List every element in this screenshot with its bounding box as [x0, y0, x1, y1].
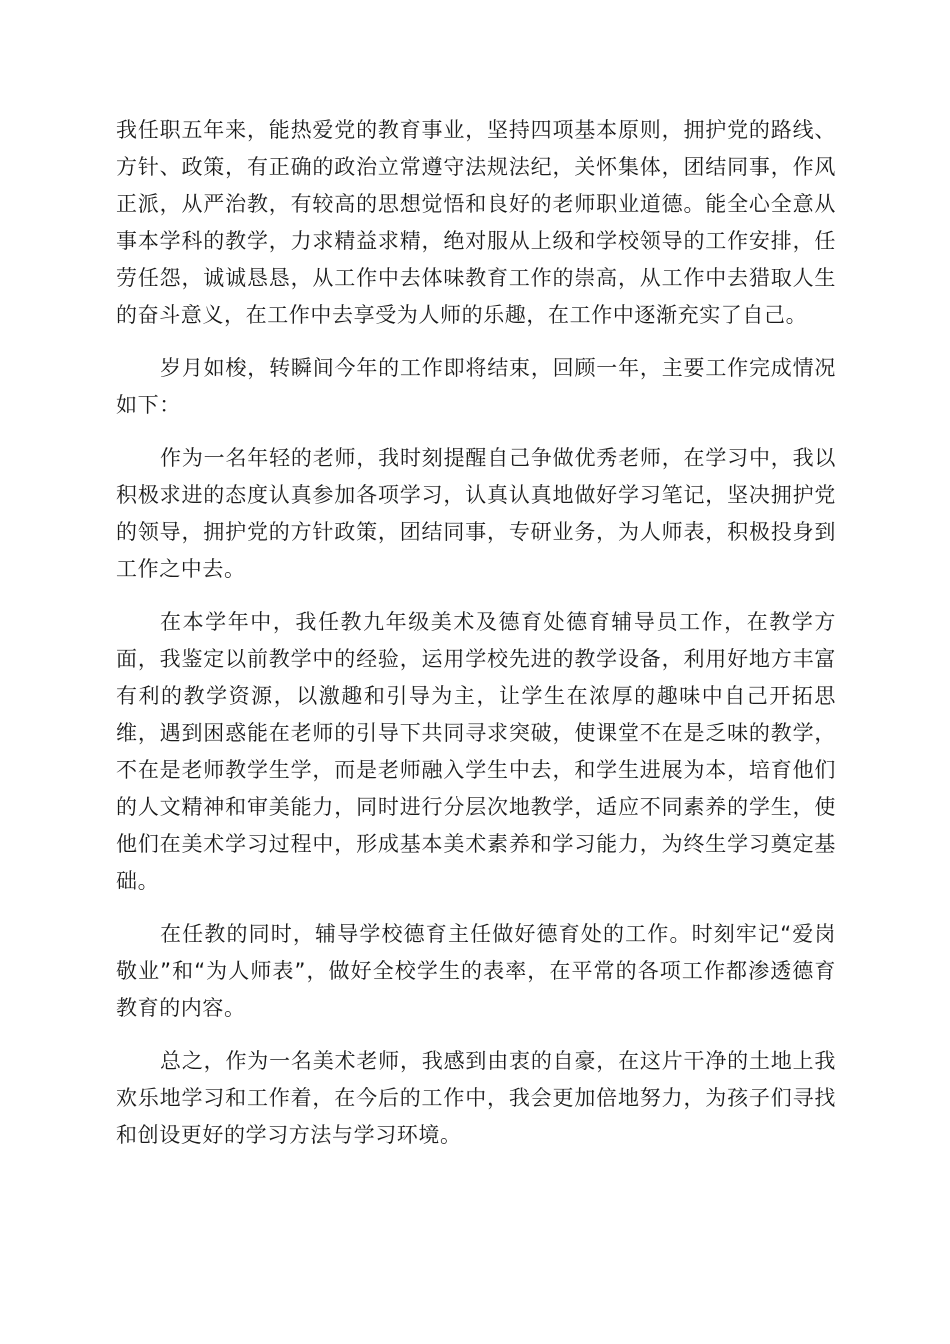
- document-body: [116, 112, 836, 1170]
- paragraph-1: 我任职五年来，能热爱党的教育事业，坚持四项基本原则，拥护党的路线、方针、政策，有正确的政治立常遵守法规法纪，关怀集体，团结同事，作风正派，从严治教，有较高的思想觉悟和良好的老师职业道德。能全心全意从事本学科的教学，力求精益求精，绝对服从上级和学校领导的工作安排，任劳任怨，诚诚恳恳，从工作中去体味教育工作的崇高，从工作中去猎取人生的奋斗意义，在工作中去享受为人师的乐趣，在工作中逐渐充实了自己。: [116, 118, 836, 327]
- paragraph-6: 总之，作为一名美术老师，我感到由衷的自豪，在这片干净的土地上我欢乐地学习和工作着，在今后的工作中，我会更加倍地努力，为孩子们寻找和创设更好的学习方法与学习环境。: [116, 1049, 836, 1147]
- paragraph-2: 岁月如梭，转瞬间今年的工作即将结束，回顾一年，主要工作完成情况如下：: [116, 356, 836, 417]
- paragraph-5: 在任教的同时，辅导学校德育主任做好德育处的工作。时刻牢记“爱岗敬业”和“为人师表”，做好全校学生的表率，在平常的各项工作都渗透德育教育的内容。: [116, 922, 836, 1020]
- paragraph-3: 作为一名年轻的老师，我时刻提醒自己争做优秀老师，在学习中，我以积极求进的态度认真参加各项学习，认真认真地做好学习笔记，坚决拥护党的领导，拥护党的方针政策，团结同事，专研业务，为人师表，积极投身到工作之中去。: [116, 446, 836, 581]
- paragraph-4: 在本学年中，我任教九年级美术及德育处德育辅导员工作，在教学方面，我鉴定以前教学中的经验，运用学校先进的教学设备，利用好地方丰富有利的教学资源，以激趣和引导为主，让学生在浓厚的趣味中自己开拓思维，遇到困惑能在老师的引导下共同寻求突破，使课堂不在是乏味的教学，不在是老师教学生学，而是老师融入学生中去，和学生进展为本，培育他们的人文精神和审美能力，同时进行分层次地教学，适应不同素养的学生，使他们在美术学习过程中，形成基本美术素养和学习能力，为终生学习奠定基础。: [116, 610, 836, 893]
